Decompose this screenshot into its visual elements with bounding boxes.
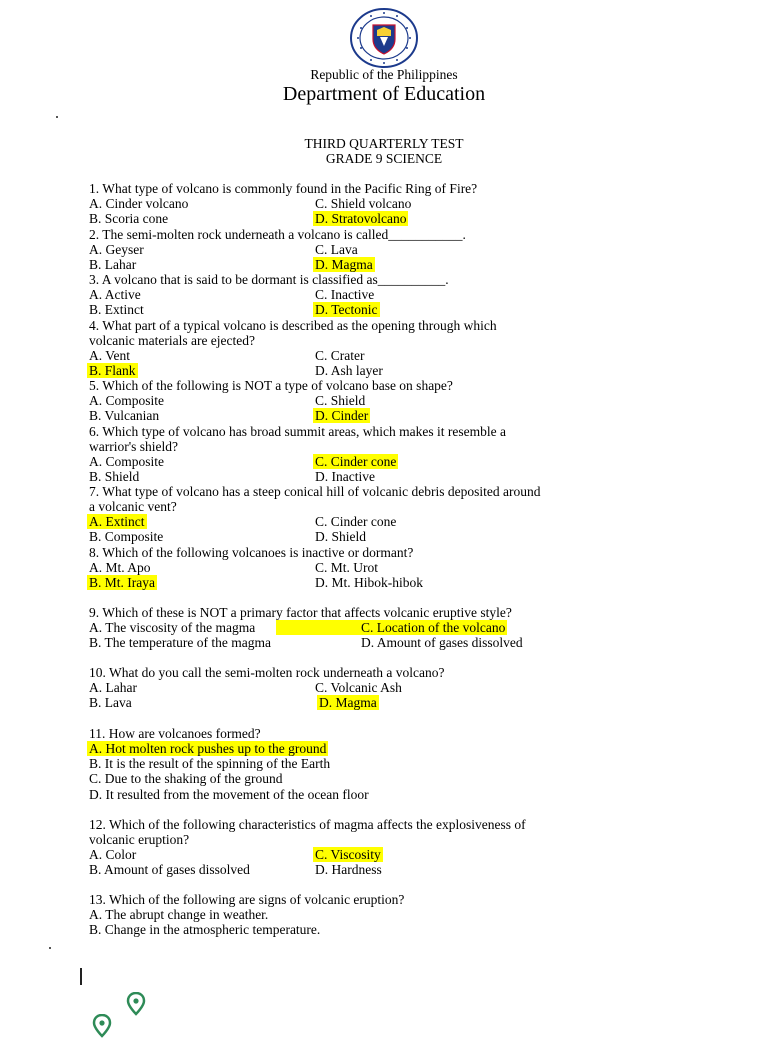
answer-choice: D. Amount of gases dissolved (361, 635, 523, 651)
question-stem: 13. Which of the following are signs of volcanic eruption? (89, 892, 405, 907)
question-stem: 11. How are volcanoes formed? (89, 726, 261, 741)
answer-choice: C. Inactive (315, 287, 375, 303)
location-pin-icon[interactable] (92, 1014, 112, 1038)
answer-choice: B. Scoria cone (89, 211, 169, 227)
answer-choice-highlighted: D. Cinder (315, 408, 369, 424)
answer-choice: C. Mt. Urot (315, 560, 379, 576)
answer-choice-highlighted: C. Cinder cone (315, 454, 397, 470)
answer-choice: D. It resulted from the movement of the ocean floor (89, 786, 369, 802)
answer-choice-highlighted: D. Magma (319, 695, 377, 711)
answer-choice: B. Change in the atmospheric temperature. (89, 922, 321, 938)
question-stem: 2. The semi-molten rock underneath a volcano is called___________. (89, 227, 466, 242)
answer-choice-highlighted: D. Tectonic (315, 302, 378, 318)
answer-choice: A. Active (89, 287, 141, 303)
answer-choice: C. Shield (315, 393, 366, 409)
answer-choice-highlighted: C. Viscosity (315, 847, 381, 863)
answer-choice-highlighted: B. Flank (89, 363, 136, 379)
answer-choice: C. Volcanic Ash (315, 680, 402, 696)
answer-choice: D. Hardness (315, 862, 382, 878)
question-stem: 10. What do you call the semi-molten rock underneath a volcano? (89, 665, 445, 680)
question-stem: 4. What part of a typical volcano is described as the opening through which (89, 318, 497, 333)
question-stem: 3. A volcano that is said to be dormant is classified as__________. (89, 272, 449, 287)
answer-choice: A. Composite (89, 393, 165, 409)
answer-choice: A. Color (89, 847, 137, 863)
answer-choice: A. Lahar (89, 680, 137, 696)
highlight-band (276, 620, 362, 635)
question-stem: volcanic materials are ejected? (89, 333, 256, 349)
answer-choice: A. Vent (89, 348, 131, 364)
test-subtitle: GRADE 9 SCIENCE (325, 151, 443, 166)
answer-choice: B. Vulcanian (89, 408, 160, 424)
question-stem: 8. Which of the following volcanoes is inactive or dormant? (89, 545, 414, 560)
answer-choice: A. Composite (89, 454, 165, 470)
question-stem: 1. What type of volcano is commonly found in the Pacific Ring of Fire? (89, 181, 478, 196)
test-title: THIRD QUARTERLY TEST (304, 136, 464, 151)
answer-choice: A. The abrupt change in weather. (89, 907, 269, 923)
margin-dot (56, 116, 58, 118)
answer-choice: B. The temperature of the magma (89, 635, 271, 651)
answer-choice: A. Mt. Apo (89, 560, 151, 576)
answer-choice: B. Extinct (89, 302, 144, 318)
answer-choice-highlighted: B. Mt. Iraya (89, 575, 155, 591)
answer-choice-highlighted: C. Location of the volcano (361, 620, 506, 636)
answer-choice: A. Geyser (89, 242, 144, 258)
answer-choice-highlighted: A. Extinct (89, 514, 145, 530)
answer-choice: C. Cinder cone (315, 514, 397, 530)
text-cursor (80, 968, 82, 985)
answer-choice-highlighted: D. Magma (315, 257, 373, 273)
answer-choice: C. Due to the shaking of the ground (89, 771, 283, 787)
answer-choice: C. Shield volcano (315, 196, 412, 212)
answer-choice: B. Lahar (89, 257, 137, 273)
margin-dot (49, 947, 51, 949)
answer-choice: B. Composite (89, 529, 164, 545)
answer-choice: B. Amount of gases dissolved (89, 862, 250, 878)
answer-choice-highlighted: A. Hot molten rock pushes up to the ground (89, 741, 327, 757)
question-stem: a volcanic vent? (89, 499, 177, 515)
answer-choice: B. Lava (89, 695, 132, 711)
answer-choice: D. Shield (315, 529, 367, 545)
answer-choice: B. Shield (89, 469, 140, 485)
answer-choice-highlighted: D. Stratovolcano (315, 211, 407, 227)
question-stem: volcanic eruption? (89, 832, 190, 848)
answer-choice: A. Cinder volcano (89, 196, 189, 212)
location-pin-icon[interactable] (126, 992, 146, 1016)
answer-choice: D. Ash layer (315, 363, 383, 379)
republic-heading: Republic of the Philippines (310, 67, 458, 82)
deped-seal-icon (349, 8, 419, 68)
question-stem: 9. Which of these is NOT a primary factor that affects volcanic eruptive style? (89, 605, 512, 620)
answer-choice: C. Crater (315, 348, 365, 364)
question-stem: 5. Which of the following is NOT a type of volcano base on shape? (89, 378, 453, 393)
question-stem: 6. Which type of volcano has broad summit areas, which makes it resemble a (89, 424, 507, 439)
question-stem: 7. What type of volcano has a steep conical hill of volcanic debris deposited around (89, 484, 541, 499)
answer-choice: A. The viscosity of the magma (89, 620, 256, 636)
answer-choice: D. Mt. Hibok-hibok (315, 575, 423, 591)
question-stem: 12. Which of the following characteristics of magma affects the explosiveness of (89, 817, 526, 832)
answer-choice: B. It is the result of the spinning of the Earth (89, 756, 331, 772)
answer-choice: C. Lava (315, 242, 358, 258)
question-stem: warrior's shield? (89, 439, 179, 455)
answer-choice: D. Inactive (315, 469, 375, 485)
department-heading: Department of Education (282, 83, 486, 105)
